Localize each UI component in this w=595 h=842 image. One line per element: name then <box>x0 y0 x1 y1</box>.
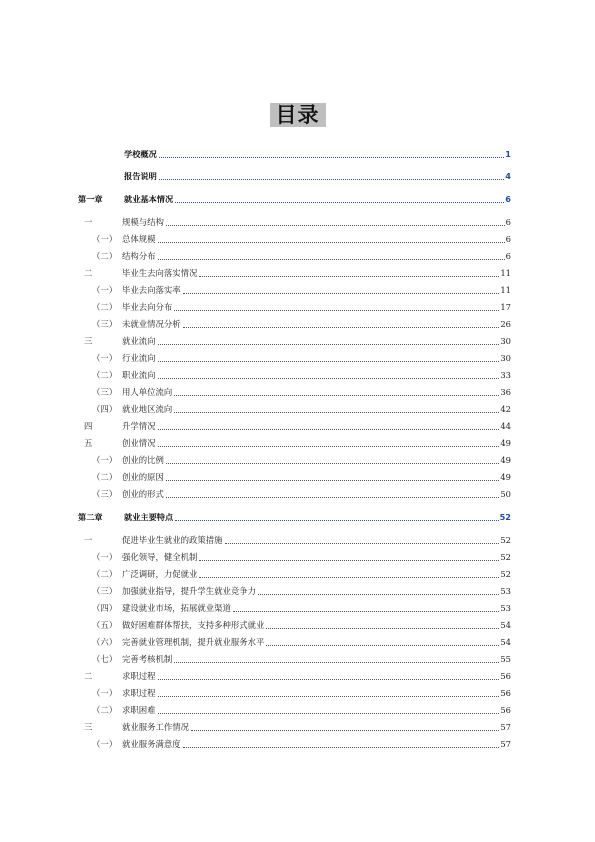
toc-entry[interactable] <box>78 685 511 699</box>
toc-entry-label: 完善就业管理机制，提升就业服务水平 <box>122 637 265 647</box>
toc-dot-leader <box>166 225 505 226</box>
toc-entry-page: 33 <box>500 370 511 380</box>
toc-entry[interactable] <box>78 265 511 279</box>
toc-entry-number: 一 <box>84 535 93 545</box>
toc-entry-page: 52 <box>500 569 511 579</box>
toc-entry-number: 四 <box>84 421 93 431</box>
toc-entry-label: 创业的形式 <box>122 489 164 499</box>
toc-entry-number: （七） <box>92 654 118 664</box>
toc-entry[interactable] <box>78 418 511 432</box>
toc-entry-number: 二 <box>84 268 93 278</box>
toc-dot-leader <box>191 730 499 731</box>
toc-dot-leader <box>166 497 499 498</box>
toc-entry-label: 毕业去向落实率 <box>122 285 181 295</box>
toc-entry-page: 6 <box>505 194 511 204</box>
toc-entry[interactable] <box>78 401 511 415</box>
toc-entry[interactable] <box>78 316 511 330</box>
toc-entry[interactable] <box>78 214 511 228</box>
toc-entry[interactable] <box>78 452 511 466</box>
toc-entry-page: 6 <box>505 217 511 227</box>
toc-entry-number: （一） <box>92 739 118 749</box>
toc-dot-leader <box>183 327 500 328</box>
toc-entry[interactable] <box>78 486 511 500</box>
toc-dot-leader <box>158 242 505 243</box>
toc-entry-number: （一） <box>92 455 118 465</box>
toc-dot-leader <box>199 560 499 561</box>
toc-entry-page: 55 <box>500 654 511 664</box>
toc-entry[interactable] <box>78 617 511 631</box>
toc-entry-label: 学校概况 <box>124 149 157 159</box>
toc-entry-number: 第二章 <box>78 512 103 522</box>
toc-dot-leader <box>158 679 500 680</box>
toc-dot-leader <box>233 611 499 612</box>
toc-entry-number: （三） <box>92 387 118 397</box>
toc-entry[interactable] <box>78 384 511 398</box>
toc-entry-label: 未就业情况分析 <box>122 319 181 329</box>
toc-entry-page: 57 <box>500 739 511 749</box>
toc-entry-label: 创业情况 <box>122 438 156 448</box>
toc-entry-page: 6 <box>505 234 511 244</box>
toc-entry[interactable] <box>78 549 511 563</box>
toc-entry-label: 毕业生去向落实情况 <box>122 268 198 278</box>
toc-entry-number: （二） <box>92 569 118 579</box>
toc-entry-page: 56 <box>500 688 511 698</box>
toc-entry-number: 第一章 <box>78 194 103 204</box>
toc-entry[interactable] <box>78 350 511 364</box>
toc-dot-leader <box>174 412 499 413</box>
toc-entry[interactable] <box>78 191 511 205</box>
toc-dot-leader <box>225 543 500 544</box>
toc-entry-label: 创业的原因 <box>122 472 164 482</box>
toc-entry[interactable] <box>78 600 511 614</box>
toc-entry[interactable] <box>78 668 511 682</box>
toc-entry-label: 就业流向 <box>122 336 156 346</box>
toc-entry-page: 50 <box>500 489 511 499</box>
toc-dot-leader <box>158 378 500 379</box>
toc-entry-number: （二） <box>92 705 118 715</box>
toc-entry-number: （三） <box>92 586 118 596</box>
toc-entry-number: （三） <box>92 489 118 499</box>
toc-entry[interactable] <box>78 566 511 580</box>
toc-entry[interactable] <box>78 146 511 160</box>
toc-entry[interactable] <box>78 509 511 523</box>
toc-entry-label: 职业流向 <box>122 370 156 380</box>
toc-entry-label: 规模与结构 <box>122 217 164 227</box>
toc-entry[interactable] <box>78 736 511 750</box>
toc-entry[interactable] <box>78 651 511 665</box>
toc-entry[interactable] <box>78 634 511 648</box>
toc-entry-label: 求职困难 <box>122 705 156 715</box>
toc-entry-number: （二） <box>92 370 118 380</box>
toc-entry-page: 1 <box>505 149 511 159</box>
toc-dot-leader <box>175 202 504 203</box>
toc-entry-label: 就业服务工作情况 <box>122 722 189 732</box>
toc-entry-label: 就业基本情况 <box>124 194 174 204</box>
toc-entry[interactable] <box>78 367 511 381</box>
toc-dot-leader <box>266 645 499 646</box>
toc-entry-label: 加强就业指导，提升学生就业竞争力 <box>122 586 256 596</box>
toc-entry-page: 42 <box>500 404 511 414</box>
toc-entry-page: 11 <box>500 268 511 278</box>
toc-entry-page: 53 <box>500 603 511 613</box>
toc-entry[interactable] <box>78 282 511 296</box>
toc-entry-label: 用人单位流向 <box>122 387 173 397</box>
toc-entry-number: （二） <box>92 302 118 312</box>
toc-dot-leader <box>174 395 499 396</box>
toc-entry-label: 求职过程 <box>122 671 156 681</box>
toc-entry-number: （五） <box>92 620 118 630</box>
toc-entry-page: 52 <box>500 552 511 562</box>
toc-entry-page: 26 <box>500 319 511 329</box>
toc-entry-number: （六） <box>92 637 118 647</box>
toc-entry-page: 49 <box>500 472 511 482</box>
toc-entry-page: 6 <box>505 251 511 261</box>
toc-dot-leader <box>158 696 500 697</box>
toc-entry-number: （四） <box>92 603 118 613</box>
toc-entry-label: 促进毕业生就业的政策措施 <box>122 535 223 545</box>
toc-entry-label: 就业服务满意度 <box>122 739 181 749</box>
toc-dot-leader <box>199 577 499 578</box>
toc-entry-page: 30 <box>500 353 511 363</box>
toc-entry-page: 4 <box>505 171 511 181</box>
toc-entry-page: 49 <box>500 455 511 465</box>
toc-dot-leader <box>158 344 500 345</box>
toc-entry-page: 57 <box>500 722 511 732</box>
toc-entry-page: 44 <box>500 421 511 431</box>
toc-entry-label: 强化领导，健全机制 <box>122 552 198 562</box>
page-title: 目录 <box>270 103 326 127</box>
toc-entry-label: 创业的比例 <box>122 455 164 465</box>
toc-entry[interactable] <box>78 333 511 347</box>
toc-entry[interactable] <box>78 435 511 449</box>
toc-entry-number: （一） <box>92 688 118 698</box>
toc-entry-page: 54 <box>500 637 511 647</box>
toc-entry-label: 报告说明 <box>124 171 157 181</box>
toc-entry-label: 升学情况 <box>122 421 156 431</box>
toc-dot-leader <box>158 361 500 362</box>
toc-dot-leader <box>258 594 499 595</box>
toc-entry[interactable] <box>78 583 511 597</box>
toc-entry[interactable] <box>78 702 511 716</box>
toc-dot-leader <box>158 713 500 714</box>
toc-dot-leader <box>158 259 505 260</box>
toc-dot-leader <box>183 293 500 294</box>
toc-entry-page: 52 <box>499 512 511 522</box>
toc-entry-page: 11 <box>500 285 511 295</box>
toc-dot-leader <box>175 520 498 521</box>
toc-entry-number: （二） <box>92 472 118 482</box>
toc-entry[interactable] <box>78 719 511 733</box>
toc-entry-label: 做好困难群体帮扶，支持多种形式就业 <box>122 620 265 630</box>
toc-dot-leader <box>183 747 500 748</box>
toc-dot-leader <box>174 310 499 311</box>
toc-dot-leader <box>174 662 499 663</box>
toc-dot-leader <box>158 446 500 447</box>
toc-entry-label: 就业主要特点 <box>124 512 174 522</box>
toc-entry-number: （三） <box>92 319 118 329</box>
toc-title-container <box>0 103 595 127</box>
toc-entry-number: （一） <box>92 234 118 244</box>
toc-entry[interactable] <box>78 299 511 313</box>
toc-dot-leader <box>158 429 500 430</box>
toc-entry[interactable] <box>78 469 511 483</box>
toc-entry-number: 一 <box>84 217 93 227</box>
toc-entry-label: 广泛调研，力促就业 <box>122 569 198 579</box>
toc-dot-leader <box>166 480 499 481</box>
toc-entry-page: 17 <box>500 302 511 312</box>
toc-entry-label: 结构分布 <box>122 251 156 261</box>
toc-dot-leader <box>159 179 505 180</box>
toc-entry-page: 36 <box>500 387 511 397</box>
toc-dot-leader <box>266 628 499 629</box>
toc-entry-label: 求职过程 <box>122 688 156 698</box>
toc-entry-number: （一） <box>92 552 118 562</box>
toc-entry-label: 总体规模 <box>122 234 156 244</box>
toc-entry-number: 三 <box>84 336 93 346</box>
toc-entry-number: （一） <box>92 353 118 363</box>
toc-entry-label: 毕业去向分布 <box>122 302 173 312</box>
toc-entry[interactable] <box>78 231 511 245</box>
toc-entry[interactable] <box>78 532 511 546</box>
toc-entry-label: 建设就业市场，拓展就业渠道 <box>122 603 231 613</box>
toc-dot-leader <box>159 157 505 158</box>
toc-entry-page: 52 <box>500 535 511 545</box>
toc-entry-number: 二 <box>84 671 93 681</box>
toc-entry-label: 完善考核机制 <box>122 654 173 664</box>
toc-entry-page: 56 <box>500 705 511 715</box>
toc-dot-leader <box>199 276 499 277</box>
toc-entry-number: （一） <box>92 285 118 295</box>
toc-entry[interactable] <box>78 168 511 182</box>
toc-entry-page: 54 <box>500 620 511 630</box>
toc-entry-number: 五 <box>84 438 93 448</box>
toc-dot-leader <box>166 463 499 464</box>
toc-entry-number: （四） <box>92 404 118 414</box>
toc-entry-page: 56 <box>500 671 511 681</box>
toc-entry-page: 30 <box>500 336 511 346</box>
toc-entry-page: 53 <box>500 586 511 596</box>
toc-entry-number: 三 <box>84 722 93 732</box>
toc-entry-number: （二） <box>92 251 118 261</box>
toc-entry-label: 就业地区流向 <box>122 404 173 414</box>
toc-entry-label: 行业流向 <box>122 353 156 363</box>
toc-entry[interactable] <box>78 248 511 262</box>
toc-entry-page: 49 <box>500 438 511 448</box>
